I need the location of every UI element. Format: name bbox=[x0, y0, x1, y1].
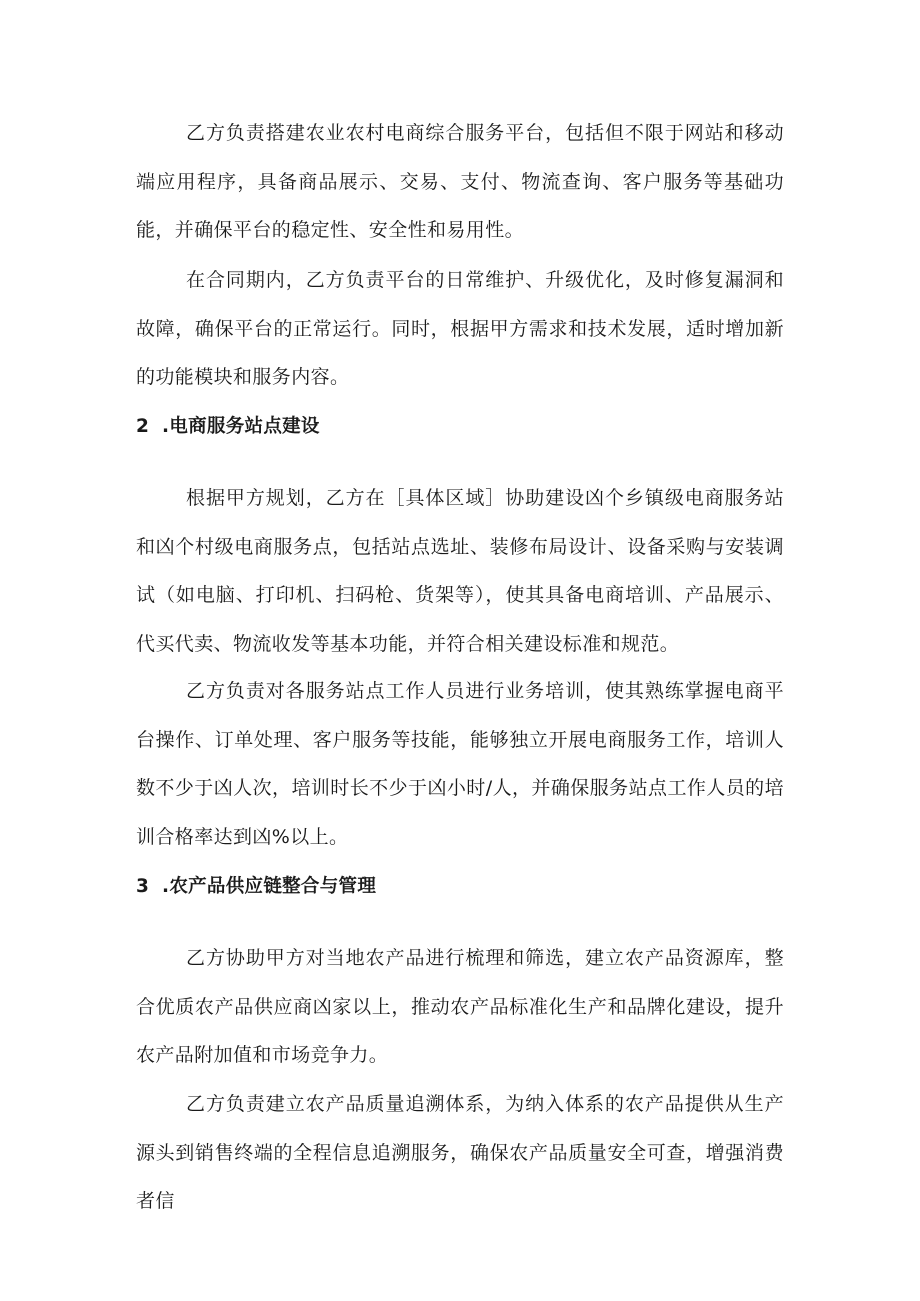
paragraph-station-training: 乙方负责对各服务站点工作人员进行业务培训，使其熟练掌握电商平台操作、订单处理、客户服务等技能，能够独立开展电商服务工作，培训人数不少于凶人次，培训时长不少于凶小时/人，并确保服务站点工作人员的培训合格率达到凶%以上。 bbox=[136, 680, 784, 848]
section-2-number: 2 bbox=[136, 416, 150, 437]
section-2-heading bbox=[136, 412, 320, 442]
section-3-number: 3 bbox=[136, 876, 150, 897]
paragraph-supply-chain: 乙方协助甲方对当地农产品进行梳理和筛选，建立农产品资源库，整合优质农产品供应商凶家以上，推动农产品标准化生产和品牌化建设，提升农产品附加值和市场竞争力。 bbox=[136, 947, 784, 1066]
section-3-heading bbox=[136, 872, 376, 902]
paragraph-traceability: 乙方负责建立农产品质量追溯体系，为纳入体系的农产品提供从生产源头到销售终端的全程信息追溯服务，确保农产品质量安全可查，增强消费者信 bbox=[136, 1093, 784, 1212]
paragraph-platform-build: 乙方负责搭建农业农村电商综合服务平台，包括但不限于网站和移动端应用程序，具备商品展示、交易、支付、物流查询、客户服务等基础功能，并确保平台的稳定性、安全性和易用性。 bbox=[136, 122, 784, 241]
paragraph-platform-maintenance: 在合同期内，乙方负责平台的日常维护、升级优化，及时修复漏洞和故障，确保平台的正常运行。同时，根据甲方需求和技术发展，适时增加新的功能模块和服务内容。 bbox=[136, 269, 784, 388]
section-3-title: .农产品供应链整合与管理 bbox=[162, 876, 377, 897]
section-2-title: .电商服务站点建设 bbox=[162, 416, 320, 437]
paragraph-station-construction: 根据甲方规划，乙方在［具体区域］协助建设凶个乡镇级电商服务站和凶个村级电商服务点，包括站点选址、装修布局设计、设备采购与安装调试（如电脑、打印机、扫码枪、货架等），使其具备电商培训、产品展示、代买代卖、物流收发等基本功能，并符合相关建设标准和规范。 bbox=[136, 487, 784, 655]
